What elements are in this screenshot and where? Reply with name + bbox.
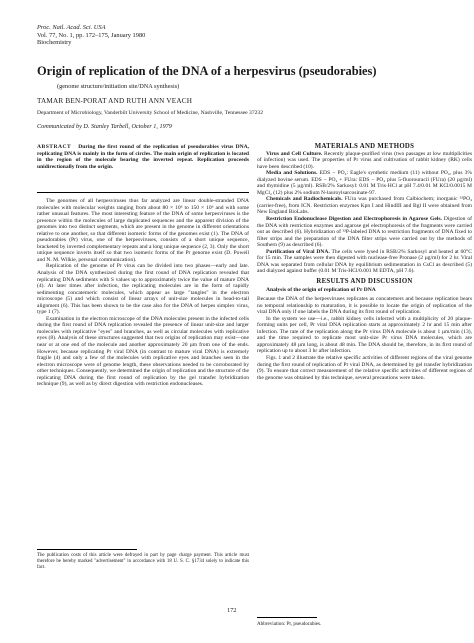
results-heading: RESULTS AND DISCUSSION — [316, 277, 413, 285]
methods-paragraph — [257, 249, 472, 275]
footnote: The publication costs of this article were defrayed in part by page charge payment. This article must therefore be hereby marked "advertisement" in accordance with 18 U. S. C. §1734 solely to indicate this fact. — [37, 553, 249, 570]
paper-affiliation: Department of Microbiology, Vanderbilt University School of Medicine, Nashville, Tennessee 37232 — [37, 110, 264, 116]
intro-paragraph: Replication of the genome of Pr virus can be divided into two phases—early and late. Analysis of the DNA synthesized during the first round of DNA replication revealed that replicating DNA sediments with S values up to approximately twice the value of mature DNA (4). At later times after infection, the replicating molecules are in the form of rapidly sedimenting concatemeric molecules, which appear as large "tangles" in the electron microscope (5) and which consist of linear arrays of unit-size molecules in head-to-tail alignment (6). This has been shown to be the case also for the DNA of herpes simplex virus, type 1 (7). — [37, 263, 249, 316]
abbreviation-note: Abbreviation: Pr, pseudorabies. — [257, 621, 322, 627]
methods-and-results — [257, 144, 472, 381]
abbrev-divider — [257, 617, 317, 618]
methods-text: EDS − PO₄: Eagle's synthetic medium (11) without PO₄, plus 3% dialyzed bovine serum. EDS − PO₄ + FUra: EDS − PO₄ plus 5-fluorouracil (FUra) (20 µg/ml) and thymidine (5 µg/ml). RSB/2% Sarkosyl: 0.01 M Tris·HCl at pH 7.4/0.01 M KCl/0.0015 M MgCl₂ (12) plus 2% sodium N-lauroylsarcosinate-97. — [257, 170, 472, 196]
paper-authors: TAMAR BEN-PORAT AND RUTH ANN VEACH — [37, 97, 193, 105]
methods-subhead: Media and Solutions. — [266, 170, 318, 177]
methods-heading: MATERIALS AND METHODS — [314, 143, 415, 150]
results-paragraph: Figs. 1 and 2 illustrate the relative specific activities of different regions of the viral genome during the first round of replication of Pr viral DNA, as determined by gel transfer hybridization (9). To ensure that correct measurement of the relative specific activities of different regions of the genome was obtained by this technique, several precautions were taken. — [257, 354, 472, 381]
paper-keywords: (genome structure/initiation site/DNA synthesis) — [57, 83, 180, 90]
methods-subhead: Restriction Endonuclease Digestion and Electrophoresis in Agarose Gels. — [266, 216, 442, 223]
methods-paragraph — [257, 151, 472, 171]
journal-volume: Vol. 77, No. 1, pp. 172–175, January 1980 — [37, 31, 146, 39]
results-subheading: Analysis of the origin of replication of Pr DNA — [266, 287, 376, 294]
methods-subhead: Purification of Viral DNA. — [266, 248, 330, 255]
journal-section: Biochemistry — [37, 39, 72, 47]
methods-text: Recently plaque-purified virus (two passages at low multiplicities of infection) was used. The properties of Pr virus and cultivation of rabbit kidney (RK) cells have been described (10). — [257, 150, 472, 170]
abstract-divider — [37, 192, 249, 193]
abstract-label: ABSTRACT — [37, 144, 72, 150]
methods-subhead: Chemicals and Radiochemicals. — [266, 196, 343, 203]
intro-paragraph: Examination in the electron microscope of the DNA molecules present in the infected cells during the first round of DNA replication revealed the presence of linear unit-size and larger molecules with replicative "eyes" and branches, as well as circular molecules with replicative eyes (8). Analysis of these structures suggested that two origins of replication may exist—one near or at one end of the molecule and another approximately 20 µm from one of the ends. However, because replicating Pr viral DNA (in contrast to mature viral DNA) is extremely fragile (4) and only a few of the molecules with replicative eyes and branches seen in the electron microscope were of genome length, these observations needed to be corroborated by other techniques. Consequently, we determined the origin of replication and the structure of the replicating DNA during the first round of replication by the gel transfer hybridization technique (9), as well as by direct digestion with restriction endonucleases. — [37, 315, 249, 388]
methods-paragraph — [257, 216, 472, 249]
abstract-text: During the first round of the replication of pseudorabies virus DNA, replicating DNA is mainly in the form of circles. The main origin of replication is located in the region of the molecule bearing the inverted repeat. Replication proceeds unidirectionally from the origin. — [37, 144, 249, 170]
footnote-divider — [37, 549, 137, 550]
methods-text: Digestion of the DNA with restriction enzymes and agarose gel electrophoresis of the fragments were carried out as described (6). Hybridization of ³²P-labeled DNA to restriction fragments of DNA fixed to filter strips and the preparation of the DNA filter strips were carried out by the methods of Southern (9) as described (6). — [257, 216, 472, 249]
methods-text: The cells were lysed in RSB/2% Sarkosyl and heated at 60°C for 15 min. The samples were then digested with nuclease-free Pronase (2 µg/ml) for 2 hr. Viral DNA was separated from cellular DNA by equilibrium sedimentation in CsCl as described (5) and dialyzed against buffer (0.01 M Tris-HCl/0.001 M EDTA, pH 7.6). — [257, 248, 472, 275]
communicated-by: Communicated by D. Stanley Tarbell, October 1, 1979 — [37, 123, 172, 130]
results-paragraph: In the system we use—i.e., rabbit kidney cells infected with a multiplicity of 20 plaque-forming units per cell, Pr viral DNA replication starts at approximately 2 hr and 15 min after infection. The rate of the replication along the Pr virus DNA molecule is about 1 µm/min (13), and the time required to replicate most unit-size Pr virus DNA molecules, which are approximately 48 µm long, is about 48 min. The DNA should be, therefore, in its first round of replication up to about 3 hr after infection. — [257, 315, 472, 355]
methods-text: FUra was purchased from Calbiochem; inorganic ³²PO₄ (carrier-free), from ICN. Restriction enzymes Kpn I and HindIII and Bgl II were obtained from New England BioLabs. — [257, 196, 473, 216]
paper-title: Origin of replication of the DNA of a herpesvirus (pseudorabies) — [37, 64, 377, 78]
abstract — [37, 144, 249, 170]
journal-header — [37, 24, 145, 47]
intro-body — [37, 198, 249, 388]
methods-paragraph — [257, 170, 472, 196]
results-paragraph: Because the DNA of the herpesviruses replicates as concatemers and because replication bears no temporal relationship to maturation, it is possible to locate the origin of replication of the viral DNA only if one labels the DNA during its first round of replication. — [257, 296, 472, 316]
journal-name: Proc. Natl. Acad. Sci. USA — [37, 24, 106, 31]
page-number: 172 — [227, 607, 237, 614]
methods-paragraph — [257, 196, 472, 216]
intro-paragraph: The genomes of all herpesviruses thus far analyzed are linear double-stranded DNA molecules with molecular weights ranging from about 80 × 10⁶ to 150 × 10⁶ and with some rather unusual features. The most interesting feature of the DNA of some herpesviruses is the presence within the molecules of large duplicated sequences and the apparent division of the genomes into two distinct segments, which are present in the genome in different orientations relative to one another, so that different isomeric forms of the genomes exist (1). The DNA of pseudorabies (Pr) virus, one of the herpesviruses, consists of a short unique sequence, bracketed by inverted complementary repeats and a long unique sequence (2, 3). Only the short unique sequence inverts itself so that two isomeric forms of the Pr genome exist (D. Powell and N. M. Wilkie, personal communication). — [37, 198, 249, 263]
methods-subhead: Virus and Cell Culture. — [266, 150, 323, 157]
